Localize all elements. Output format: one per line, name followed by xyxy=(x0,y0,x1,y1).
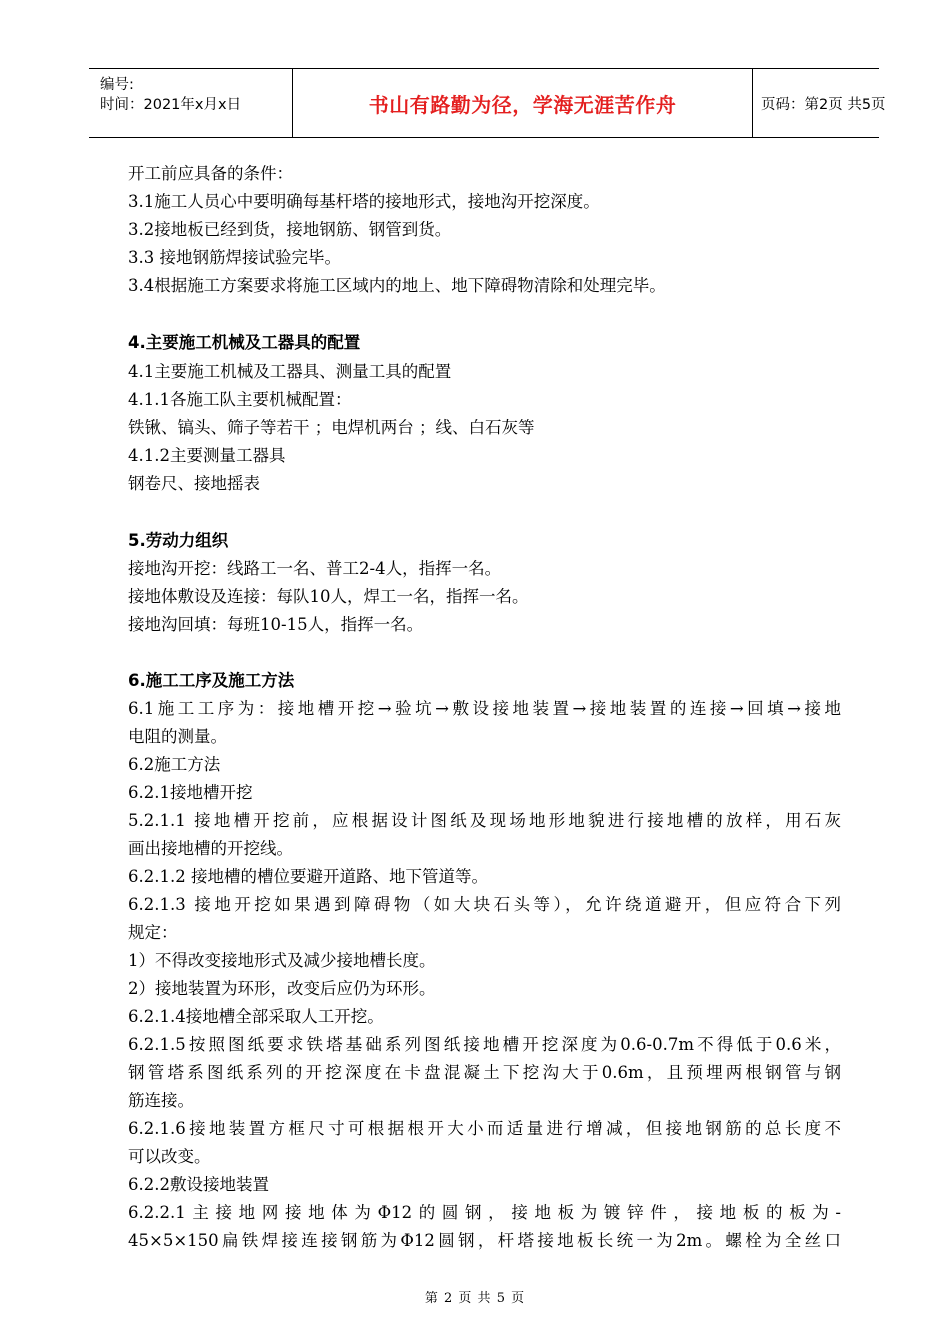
body-line: 开工前应具备的条件： xyxy=(128,164,293,183)
section-heading-6: 6.施工工序及施工方法 xyxy=(128,671,295,690)
body-line: 6.2施工方法 xyxy=(128,755,221,774)
document-number-label: 编号: xyxy=(100,77,134,93)
body-line: 钢管塔系图纸系列的开挖深度在卡盘混凝土下挖沟大于0.6m，且预埋两根钢管与钢 xyxy=(128,1063,841,1082)
body-line: 接地沟开挖：线路工一名、普工2-4人，指挥一名。 xyxy=(128,559,502,578)
section-heading-4: 4.主要施工机械及工器具的配置 xyxy=(128,333,361,352)
body-line: 接地沟回填：每班10-15人，指挥一名。 xyxy=(128,615,424,634)
body-line: 45×5×150扁铁焊接连接钢筋为Φ12圆钢，杆塔接地板长统一为2m。螺栓为全丝口 xyxy=(128,1231,841,1250)
body-line: 6.2.1.6接地装置方框尺寸可根据根开大小而适量进行增减，但接地钢筋的总长度不 xyxy=(128,1119,841,1138)
body-line: 3.3 接地钢筋焊接试验完毕。 xyxy=(128,248,341,267)
body-line: 规定： xyxy=(128,923,178,942)
body-line: 3.2接地板已经到货，接地钢筋、钢管到货。 xyxy=(128,220,452,239)
body-line: 6.2.2.1主接地网接地体为Φ12的圆钢，接地板为镀锌件，接地板的板为- xyxy=(128,1203,841,1222)
body-line: 筋连接。 xyxy=(128,1091,194,1110)
body-line: 4.1.1各施工队主要机械配置： xyxy=(128,390,352,409)
header-motto: 书山有路勤为径，学海无涯苦作舟 xyxy=(368,92,677,117)
body-line: 6.2.2敷设接地装置 xyxy=(128,1175,269,1194)
body-line: 6.2.1.3 接地开挖如果遇到障碍物（如大块石头等），允许绕道避开，但应符合下列 xyxy=(128,895,841,914)
page-footer: 第 2 页 共 5 页 xyxy=(424,1291,526,1306)
document-time-label: 时间：2021年x月x日 xyxy=(100,97,242,113)
body-line: 6.2.1.5按照图纸要求铁塔基础系列图纸接地槽开挖深度为0.6-0.7m不得低于0.6米， xyxy=(128,1035,841,1054)
body-line: 电阻的测量。 xyxy=(128,727,227,746)
body-line: 画出接地槽的开挖线。 xyxy=(128,839,293,858)
body-line: 4.1主要施工机械及工器具、测量工具的配置 xyxy=(128,362,452,381)
section-heading-5: 5.劳动力组织 xyxy=(128,531,229,550)
header-page-info: 页码：第2页 共5页 xyxy=(761,96,886,113)
body-line: 3.1施工人员心中要明确每基杆塔的接地形式，接地沟开挖深度。 xyxy=(128,192,600,211)
body-line: 5.2.1.1 接地槽开挖前，应根据设计图纸及现场地形地貌进行接地槽的放样，用石灰 xyxy=(128,811,841,830)
body-line: 接地体敷设及连接：每队10人，焊工一名，指挥一名。 xyxy=(128,587,529,606)
body-line: 铁锹、镐头、筛子等若干 ；电焊机两台 ；线、白石灰等 xyxy=(128,418,535,437)
body-line: 6.2.1接地槽开挖 xyxy=(128,783,253,802)
body-line: 可以改变。 xyxy=(128,1147,211,1166)
body-line: 4.1.2主要测量工器具 xyxy=(128,446,286,465)
body-line: 2）接地装置为环形，改变后应仍为环形。 xyxy=(128,979,436,998)
header-info-cell xyxy=(89,69,292,137)
body-line: 钢卷尺、接地摇表 xyxy=(128,474,260,493)
body-line: 1）不得改变接地形式及减少接地槽长度。 xyxy=(128,951,436,970)
header-motto-cell xyxy=(292,69,753,137)
page-header xyxy=(89,68,886,138)
body-line: 3.4根据施工方案要求将施工区域内的地上、地下障碍物清除和处理完毕。 xyxy=(128,276,666,295)
header-page-cell xyxy=(753,69,886,137)
body-line: 6.1施工工序为：接地槽开挖→验坑→敷设接地装置→接地装置的连接→回填→接地 xyxy=(128,699,841,718)
body-line: 6.2.1.2 接地槽的槽位要避开道路、地下管道等。 xyxy=(128,867,488,886)
body-line: 6.2.1.4接地槽全部采取人工开挖。 xyxy=(128,1007,384,1026)
